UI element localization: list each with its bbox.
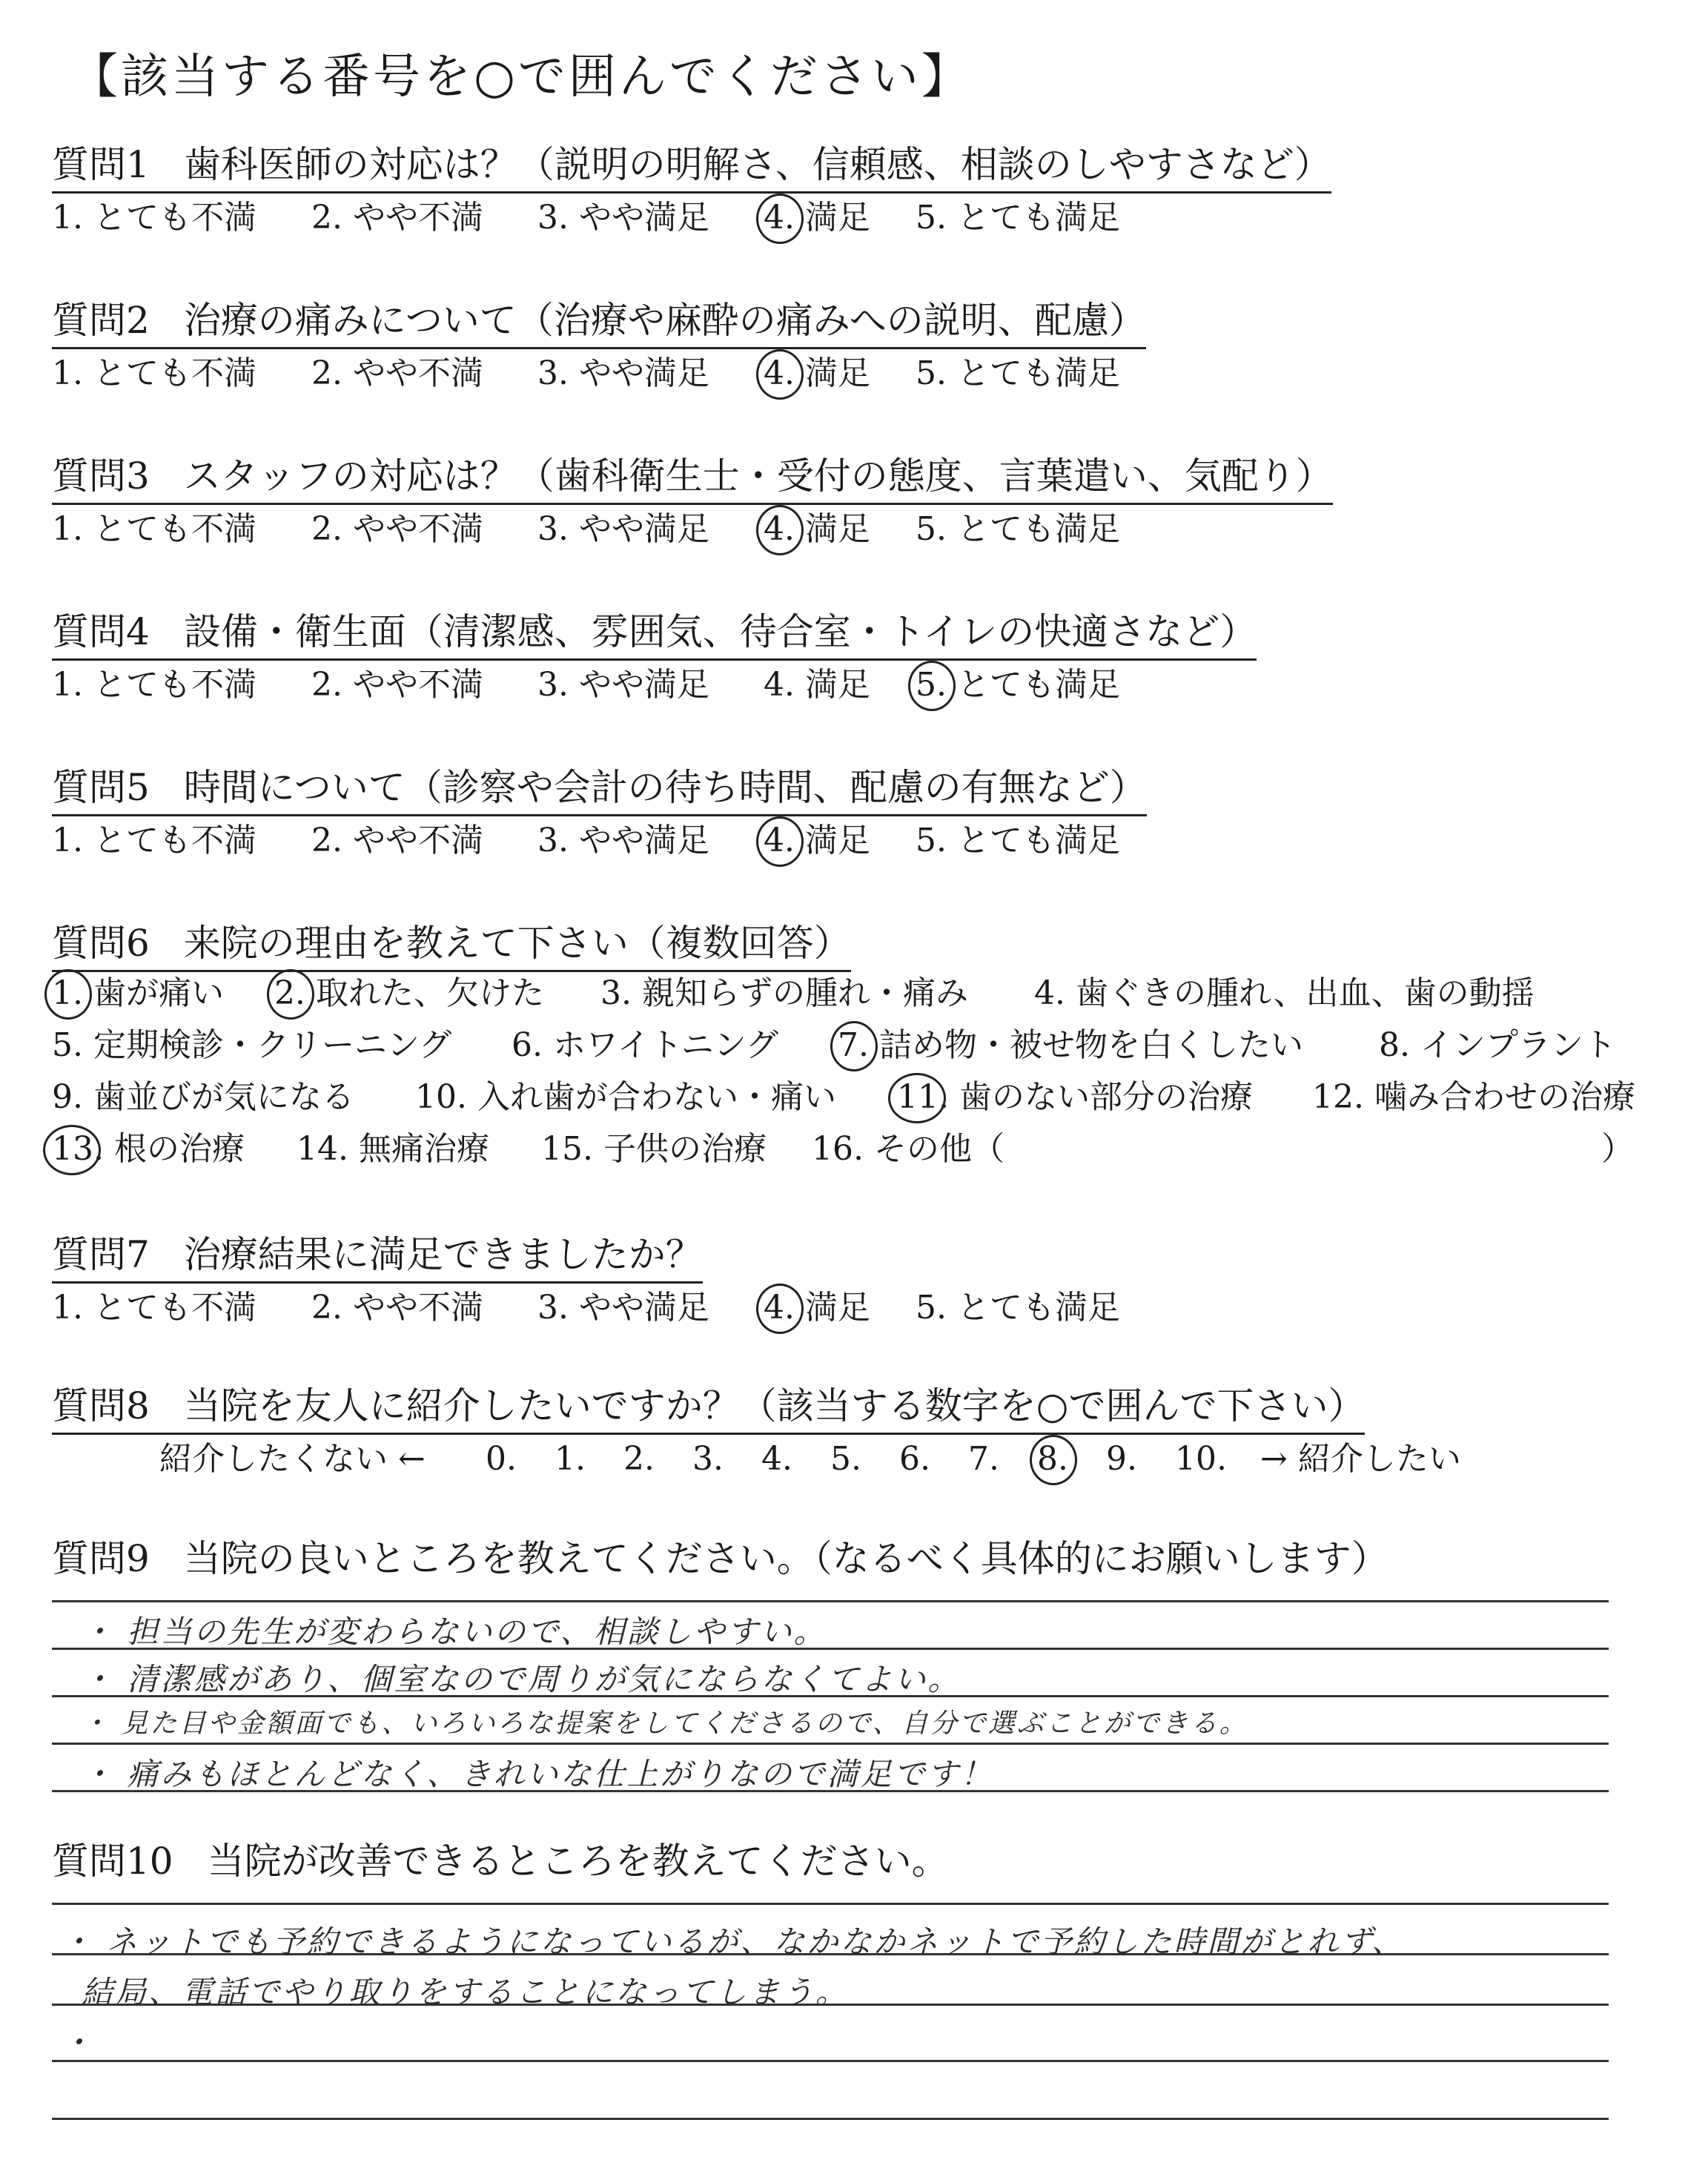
reason-6[interactable]: 6. ホワイトニング	[512, 1026, 779, 1064]
question-text: 当院を友人に紹介したいですか？（該当する数字を○で囲んで下さい）	[183, 1384, 1366, 1427]
question-text: スタッフの対応は？（歯科衛生士・受付の態度、言葉遣い、気配り）	[183, 455, 1333, 498]
scale-right-label: → 紹介したい	[1260, 1440, 1461, 1478]
option-1[interactable]: 1. とても不満	[52, 510, 256, 548]
reason-13-selected[interactable]: 13. 根の治療	[52, 1129, 245, 1170]
question-number: 質問7	[52, 1233, 150, 1276]
scale-8-selected[interactable]: 8.	[1037, 1439, 1068, 1480]
scale-9[interactable]: 9.	[1106, 1440, 1137, 1478]
option-1[interactable]: 1. とても不満	[52, 666, 256, 704]
q10-answer-3: ・	[61, 2024, 95, 2061]
question-text: 治療結果に満足できましたか？	[183, 1233, 703, 1276]
question-text: 歯科医師の対応は？（説明の明解さ、信頼感、相談のしやすさなど）	[183, 143, 1331, 186]
option-4-selected[interactable]: 4. 満足	[764, 509, 870, 550]
question-5-title	[52, 764, 1147, 816]
option-2[interactable]: 2. やや不満	[311, 1289, 483, 1327]
reason-5[interactable]: 5. 定期検診・クリーニング	[52, 1026, 452, 1064]
option-3[interactable]: 3. やや満足	[537, 510, 709, 548]
reason-8[interactable]: 8. インプラント	[1379, 1026, 1616, 1064]
question-4-options	[52, 664, 1238, 706]
reason-14[interactable]: 14. 無痛治療	[297, 1130, 489, 1168]
question-2-title	[52, 297, 1146, 349]
q6-row-4	[52, 1129, 1668, 1170]
question-6-title	[52, 919, 851, 972]
question-text: 設備・衛生面（清潔感、雰囲気、待合室・トイレの快適さなど）	[183, 610, 1257, 653]
option-5[interactable]: 5. とても満足	[916, 1289, 1120, 1327]
question-number: 質問5	[52, 766, 150, 809]
q10-answer-1: ・ ネットでも予約できるようになっているが、なかなかネットで予約した時間がとれず、	[61, 1923, 1405, 1960]
reason-2-selected[interactable]: 2. 取れた、欠けた	[274, 973, 544, 1014]
reason-12[interactable]: 12. 噛み合わせの治療	[1312, 1078, 1635, 1116]
scale-0[interactable]: 0.	[486, 1440, 517, 1478]
question-text: 時間について（診察や会計の待ち時間、配慮の有無など）	[183, 766, 1147, 809]
reason-3[interactable]: 3. 親知らずの腫れ・痛み	[600, 974, 968, 1012]
scale-3[interactable]: 3.	[692, 1440, 724, 1478]
question-text: 来院の理由を教えて下さい（複数回答）	[183, 922, 851, 965]
question-8-title	[52, 1382, 1365, 1435]
option-1[interactable]: 1. とても不満	[52, 354, 256, 392]
question-number: 質問10	[52, 1840, 173, 1883]
question-10-title	[52, 1837, 949, 1885]
option-4-selected[interactable]: 4. 満足	[764, 197, 870, 239]
scale-5[interactable]: 5.	[830, 1440, 861, 1478]
question-number: 質問6	[52, 922, 150, 965]
option-1[interactable]: 1. とても不満	[52, 822, 256, 859]
option-5[interactable]: 5. とても満足	[916, 822, 1120, 859]
question-2-options	[52, 353, 1238, 394]
question-text: 当院が改善できるところを教えてください。	[207, 1840, 949, 1883]
reason-15[interactable]: 15. 子供の治療	[541, 1130, 767, 1168]
option-4[interactable]: 4. 満足	[764, 666, 870, 704]
question-7-options	[52, 1287, 1238, 1329]
question-number: 質問9	[52, 1537, 150, 1580]
scale-10[interactable]: 10.	[1175, 1440, 1227, 1478]
scale-6[interactable]: 6.	[899, 1440, 930, 1478]
option-1[interactable]: 1. とても不満	[52, 199, 256, 237]
answer-line	[52, 1743, 1609, 1745]
option-3[interactable]: 3. やや満足	[537, 1289, 709, 1327]
option-2[interactable]: 2. やや不満	[311, 822, 483, 859]
reason-16-close-paren: ）	[1601, 1130, 1634, 1168]
reason-11-selected[interactable]: 11. 歯のない部分の治療	[897, 1077, 1253, 1118]
form-heading: 【該当する番号を○で囲んでください】	[70, 50, 972, 105]
option-2[interactable]: 2. やや不満	[311, 199, 483, 237]
q9-answer-4: ・ 痛みもほとんどなく、きれいな仕上がりなので満足です！	[82, 1756, 994, 1792]
scale-7[interactable]: 7.	[968, 1440, 999, 1478]
question-4-title	[52, 608, 1257, 661]
option-3[interactable]: 3. やや満足	[537, 666, 709, 704]
option-2[interactable]: 2. やや不満	[311, 510, 483, 548]
question-5-options	[52, 820, 1238, 862]
answer-line	[52, 1600, 1609, 1602]
q9-answer-2: ・ 清潔感があり、個室なので周りが気にならなくてよい。	[82, 1661, 961, 1697]
scale-4[interactable]: 4.	[761, 1440, 792, 1478]
option-1[interactable]: 1. とても不満	[52, 1289, 256, 1327]
option-4-selected[interactable]: 4. 満足	[764, 1287, 870, 1329]
answer-line	[52, 2118, 1609, 2120]
reason-9[interactable]: 9. 歯並びが気になる	[52, 1078, 354, 1116]
reason-7-selected[interactable]: 7. 詰め物・被せ物を白くしたい	[838, 1025, 1303, 1066]
option-3[interactable]: 3. やや満足	[537, 822, 709, 859]
reason-1-selected[interactable]: 1. 歯が痛い	[52, 973, 224, 1014]
q9-answer-3: ・ 見た目や金額面でも、いろいろな提案をしてくださるので、自分で選ぶことができる。	[82, 1708, 1248, 1739]
question-number: 質問3	[52, 455, 150, 498]
reason-16[interactable]: 16. その他（	[812, 1130, 1004, 1168]
option-2[interactable]: 2. やや不満	[311, 354, 483, 392]
question-7-title	[52, 1231, 703, 1284]
question-number: 質問1	[52, 143, 150, 186]
answer-line	[52, 2060, 1609, 2062]
question-number: 質問4	[52, 610, 150, 653]
question-9-title	[52, 1535, 1388, 1582]
reason-10[interactable]: 10. 入れ歯が合わない・痛い	[415, 1078, 836, 1116]
question-text: 当院の良いところを教えてください。（なるべく具体的にお願いします）	[183, 1537, 1388, 1580]
q6-row-1	[52, 973, 1668, 1014]
question-1-title	[52, 141, 1331, 194]
option-3[interactable]: 3. やや満足	[537, 354, 709, 392]
q6-row-3	[52, 1077, 1668, 1118]
option-5[interactable]: 5. とても満足	[916, 510, 1120, 548]
reason-4[interactable]: 4. 歯ぐきの腫れ、出血、歯の動揺	[1034, 974, 1535, 1012]
question-number: 質問2	[52, 299, 150, 342]
q10-answer-2: 結局、電話でやり取りをすることになってしまう。	[82, 1974, 850, 2010]
question-number: 質問8	[52, 1384, 150, 1427]
q6-row-2	[52, 1025, 1668, 1066]
option-4-selected[interactable]: 4. 満足	[764, 820, 870, 862]
question-1-options	[52, 197, 1238, 239]
option-5[interactable]: 5. とても満足	[916, 199, 1120, 237]
q9-answer-1: ・ 担当の先生が変わらないので、相談しやすい。	[82, 1614, 827, 1650]
scale-1[interactable]: 1.	[555, 1440, 586, 1478]
question-3-title	[52, 452, 1333, 505]
question-text: 治療の痛みについて（治療や麻酔の痛みへの説明、配慮）	[183, 299, 1146, 342]
question-8-scale	[159, 1439, 1568, 1480]
scale-2[interactable]: 2.	[623, 1440, 655, 1478]
option-2[interactable]: 2. やや不満	[311, 666, 483, 704]
option-5[interactable]: 5. とても満足	[916, 354, 1120, 392]
answer-line	[52, 1903, 1609, 1905]
option-3[interactable]: 3. やや満足	[537, 199, 709, 237]
scale-left-label: 紹介したくない ←	[159, 1440, 426, 1478]
option-4-selected[interactable]: 4. 満足	[764, 353, 870, 394]
option-5-selected[interactable]: 5. とても満足	[916, 664, 1120, 706]
question-3-options	[52, 509, 1238, 550]
